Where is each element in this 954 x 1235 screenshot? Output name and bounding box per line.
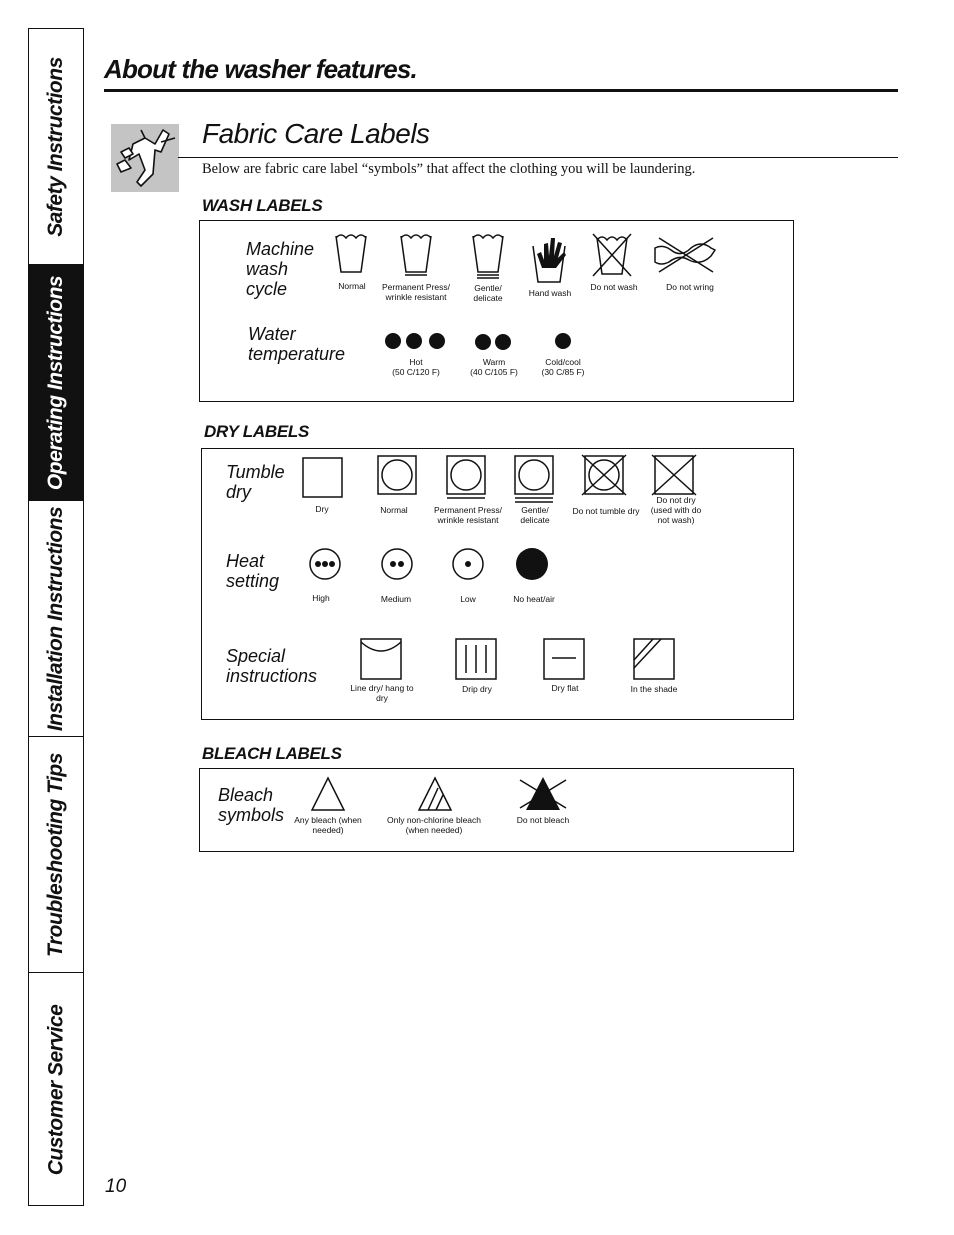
tab-installation-instructions[interactable]: Installation Instructions xyxy=(29,501,83,737)
no-heat-icon xyxy=(515,547,549,581)
heat-setting-label: Heat setting xyxy=(226,551,280,591)
caption-no-heat: No heat/air xyxy=(513,594,555,604)
do-not-dry-icon xyxy=(652,455,698,497)
medium-heat-icon xyxy=(380,547,414,581)
tumble-dry-icon xyxy=(302,457,344,499)
caption-hand-wash: Hand wash xyxy=(528,288,572,298)
caption-permanent-press-wash: Permanent Press/ wrinkle resistant xyxy=(381,282,451,302)
caption-do-not-dry: Do not dry (used with do not wash) xyxy=(650,495,702,525)
tumble-permanent-press-icon xyxy=(446,455,488,501)
machine-wash-label: Machine wash cycle xyxy=(246,239,315,299)
caption-tumble-normal: Normal xyxy=(380,505,408,515)
caption-non-chlorine-bleach: Only non-chlorine bleach (when needed) xyxy=(386,815,482,835)
low-heat-icon xyxy=(451,547,485,581)
caption-normal-wash: Normal xyxy=(338,281,366,291)
caption-any-bleach: Any bleach (when needed) xyxy=(294,815,362,835)
tumble-gentle-icon xyxy=(514,455,556,505)
tumble-dry-label: Tumble dry xyxy=(226,462,285,502)
do-not-bleach-icon xyxy=(518,774,568,814)
permanent-press-wash-icon xyxy=(398,230,436,275)
caption-tumble-permanent-press: Permanent Press/ wrinkle resistant xyxy=(433,505,503,525)
intro-text: Below are fabric care label “symbols” that affect the clothing you will be laundering. xyxy=(202,161,696,177)
sidebar-tabs xyxy=(28,28,84,1206)
cold-water-icon xyxy=(554,332,572,350)
caption-gentle-wash: Gentle/ delicate xyxy=(473,283,503,303)
do-not-wring-icon xyxy=(653,236,719,276)
hand-wash-icon xyxy=(530,232,570,284)
warm-water-icon xyxy=(474,333,514,353)
section-rule xyxy=(178,157,898,158)
caption-medium-heat: Medium xyxy=(380,594,412,604)
tab-operating-instructions[interactable]: Operating Instructions xyxy=(29,265,83,501)
caption-hot: Hot (50 C/120 F) xyxy=(392,357,440,377)
section-heading: Fabric Care Labels xyxy=(202,118,430,149)
caption-do-not-bleach: Do not bleach xyxy=(516,815,570,825)
tab-customer-service[interactable]: Customer Service xyxy=(44,1004,67,1175)
caption-do-not-tumble-dry: Do not tumble dry xyxy=(572,506,640,516)
caption-high-heat: High xyxy=(312,593,330,603)
gentle-wash-icon xyxy=(470,230,508,280)
non-chlorine-bleach-icon xyxy=(417,776,453,812)
caption-warm: Warm (40 C/105 F) xyxy=(470,357,518,377)
special-instructions-label: Special instructions xyxy=(226,646,318,686)
line-dry-icon xyxy=(360,638,404,680)
dry-labels-title: DRY LABELS xyxy=(204,422,310,441)
drip-dry-icon xyxy=(455,638,499,680)
wash-labels-title: WASH LABELS xyxy=(202,196,323,215)
caption-do-not-wash: Do not wash xyxy=(590,282,638,292)
caption-dry-flat: Dry flat xyxy=(551,683,579,693)
dry-flat-icon xyxy=(543,638,587,680)
water-temperature-label: Water temperature xyxy=(248,324,346,364)
tumble-normal-icon xyxy=(377,455,419,497)
caption-dry: Dry xyxy=(315,504,329,514)
hot-water-icon xyxy=(384,331,448,353)
do-not-tumble-dry-icon xyxy=(582,455,628,497)
any-bleach-icon xyxy=(310,776,346,812)
normal-wash-icon xyxy=(333,230,371,275)
caption-tumble-gentle: Gentle/ delicate xyxy=(520,505,550,525)
caption-cold: Cold/cool (30 C/85 F) xyxy=(541,357,585,377)
bleach-symbols-label: Bleach symbols xyxy=(218,785,285,825)
page-number: 10 xyxy=(105,1176,127,1197)
caption-drip-dry: Drip dry xyxy=(462,684,492,694)
title-rule xyxy=(104,89,898,92)
shirt-icon xyxy=(111,124,179,192)
caption-do-not-wring: Do not wring xyxy=(666,282,714,292)
tab-safety-instructions[interactable]: Safety Instructions xyxy=(29,29,83,265)
in-the-shade-icon xyxy=(633,638,677,680)
caption-line-dry: Line dry/ hang to dry xyxy=(350,683,414,703)
bleach-labels-box xyxy=(199,768,794,852)
caption-in-the-shade: In the shade xyxy=(630,684,678,694)
high-heat-icon xyxy=(308,547,342,581)
do-not-wash-icon xyxy=(593,232,633,277)
bleach-labels-title: BLEACH LABELS xyxy=(202,744,342,763)
tab-troubleshooting-tips[interactable]: Troubleshooting Tips xyxy=(29,737,83,973)
caption-low-heat: Low xyxy=(460,594,476,604)
page-title: About the washer features. xyxy=(104,54,417,84)
